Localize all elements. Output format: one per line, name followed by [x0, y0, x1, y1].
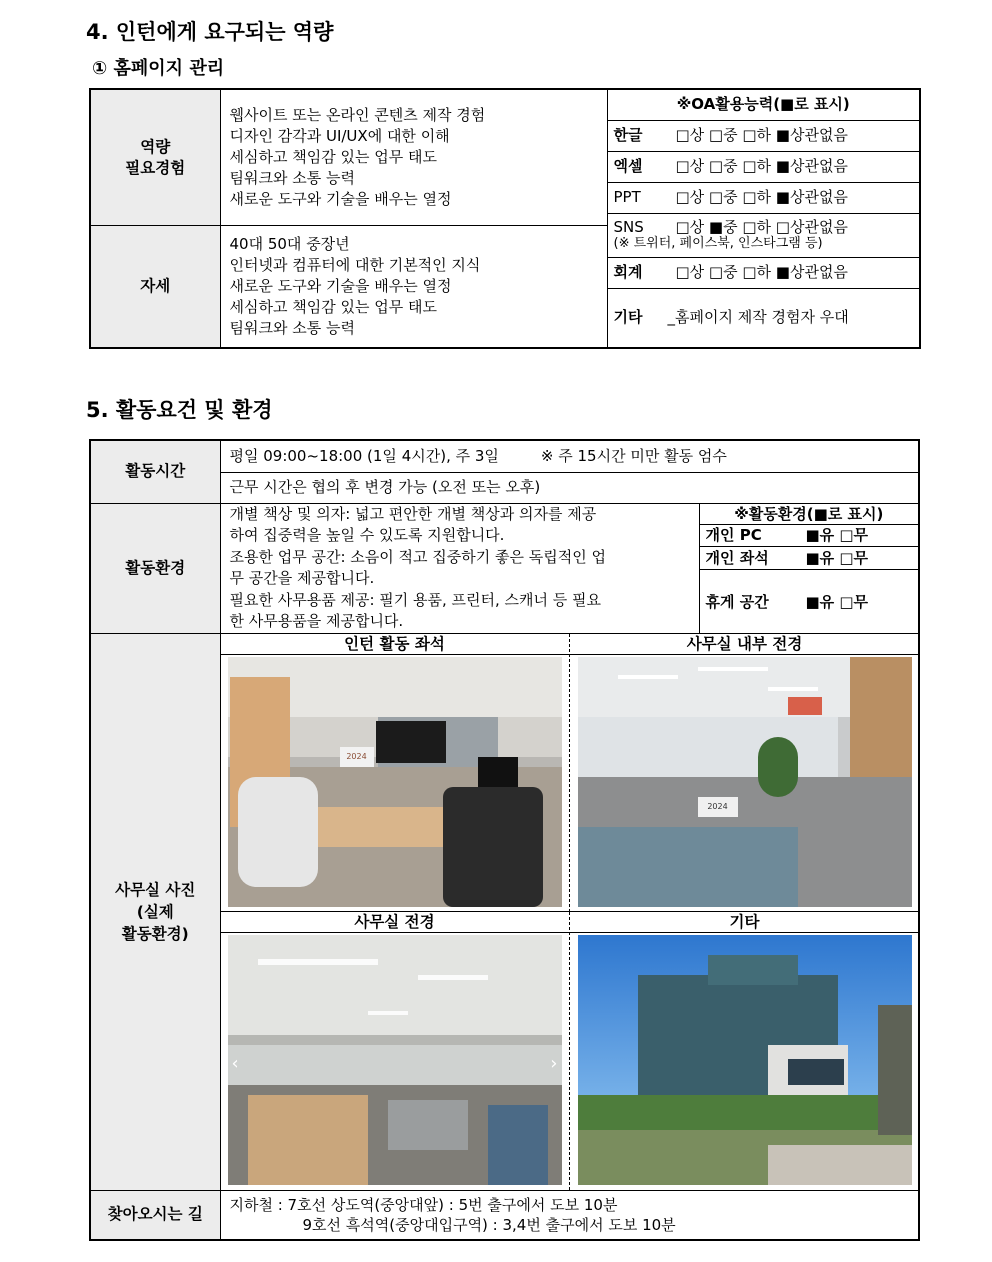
- photo-cell-intern-seat: 인턴 활동 좌석 2024: [221, 634, 570, 913]
- list-item: 팀워크와 소통 능력: [229, 319, 355, 337]
- oa-row-ppt: PPT □상 □중 □하 ■상관없음: [608, 182, 920, 213]
- activity-table: [89, 439, 920, 1241]
- photos-grid: [220, 633, 919, 1190]
- directions-line-2: 9호선 흑석역(중앙대입구역) : 3,4번 출구에서 도보 10분: [302, 1215, 676, 1234]
- list-item: 디자인 감각과 UI/UX에 대한 이해: [229, 127, 450, 145]
- oa-row-excel: 엑셀 □상 □중 □하 ■상관없음: [608, 151, 920, 182]
- oa-row-other: 기타 _홈페이지 제작 경험자 우대: [608, 288, 920, 347]
- attitude-label: 자세: [90, 226, 220, 348]
- oa-row-hangul: 한글 □상 □중 □하 ■상관없음: [608, 120, 920, 151]
- photos-label: 사무실 사진 (실제 활동환경): [90, 633, 220, 1190]
- env-row-rest: 휴게 공간 ■유 □무: [705, 592, 869, 611]
- hours-line1: 평일 09:00~18:00 (1일 4시간), 주 3일 ※ 주 15시간 미만 활동 엄수: [220, 440, 919, 472]
- oa-skill-panel: [607, 89, 920, 348]
- environment-box: ※활동환경(■로 표시) 개인 PC ■유 □무 개인 좌석 ■유 □무 휴게 공간 ■유 □무: [699, 504, 919, 633]
- section4-subtitle: ① 홈페이지 관리: [92, 58, 225, 79]
- photo-intern-seat: 2024: [228, 657, 562, 907]
- list-item: 40대 50대 중장년: [229, 235, 350, 253]
- photo-building-exterior: [578, 935, 912, 1185]
- environment-cell: [220, 503, 919, 633]
- next-arrow-icon: ›: [550, 1053, 558, 1074]
- list-item: 새로운 도구와 기술을 배우는 열정: [229, 277, 452, 295]
- photo-office-overview: [228, 935, 562, 1185]
- photo-office-interior: 2024: [578, 657, 912, 907]
- environment-label: 활동환경: [90, 503, 220, 633]
- hours-label: 활동시간: [90, 440, 220, 503]
- list-item: 팀워크와 소통 능력: [229, 169, 355, 187]
- list-item: 세심하고 책임감 있는 업무 태도: [229, 298, 437, 316]
- section4-title: 4. 인턴에게 요구되는 역량: [86, 20, 334, 44]
- experience-label: 역량 필요경험: [90, 89, 220, 226]
- directions-label: 찾아오시는 길: [90, 1190, 220, 1240]
- photo-cell-office-interior: 사무실 내부 전경 2024: [570, 634, 920, 913]
- oa-row-sns: SNS □상 ■중 □하 □상관없음 (※ 트위터, 페이스북, 인스타그램 등): [608, 213, 920, 257]
- directions-line-1: 지하철 : 7호선 상도역(중앙대앞) : 5번 출구에서 도보 10분: [229, 1195, 618, 1214]
- env-row-seat: 개인 좌석 ■유 □무: [700, 547, 919, 570]
- prev-arrow-icon: ‹: [231, 1053, 239, 1074]
- attitude-list: [220, 226, 607, 348]
- env-row-pc: 개인 PC ■유 □무: [700, 525, 919, 547]
- photo-cell-office-overview: 사무실 전경 ‹ ›: [221, 912, 570, 1190]
- competency-table: [89, 88, 921, 349]
- oa-header: ※OA활용능력(■로 표시): [608, 90, 920, 120]
- oa-row-accounting: 회계 □상 □중 □하 ■상관없음: [608, 257, 920, 288]
- list-item: 세심하고 책임감 있는 업무 태도: [229, 148, 437, 166]
- environment-text: 개별 책상 및 의자: 넓고 편안한 개별 책상과 의자를 제공 하여 집중력을 높일 수 있도록 지원합니다. 조용한 업무 공간: 소음이 적고 집중하기 좋은 독립적인 업 무 공간을 제공합니다. 필요한 사무용품 제공: 필기 용품, 프린터, 스캐너 등 필요 한 사무용품을 제공합니다.: [229, 504, 606, 630]
- experience-list: [220, 89, 607, 226]
- list-item: 인터넷과 컴퓨터에 대한 기본적인 지식: [229, 256, 481, 274]
- hours-line2: 근무 시간은 협의 후 변경 가능 (오전 또는 오후): [220, 472, 919, 503]
- directions-text: [220, 1190, 919, 1240]
- photo-cell-other: 기타: [570, 912, 920, 1190]
- list-item: 새로운 도구와 기술을 배우는 열정: [229, 190, 452, 208]
- list-item: 웹사이트 또는 온라인 콘텐츠 제작 경험: [229, 106, 486, 124]
- section5-title: 5. 활동요건 및 환경: [86, 398, 273, 422]
